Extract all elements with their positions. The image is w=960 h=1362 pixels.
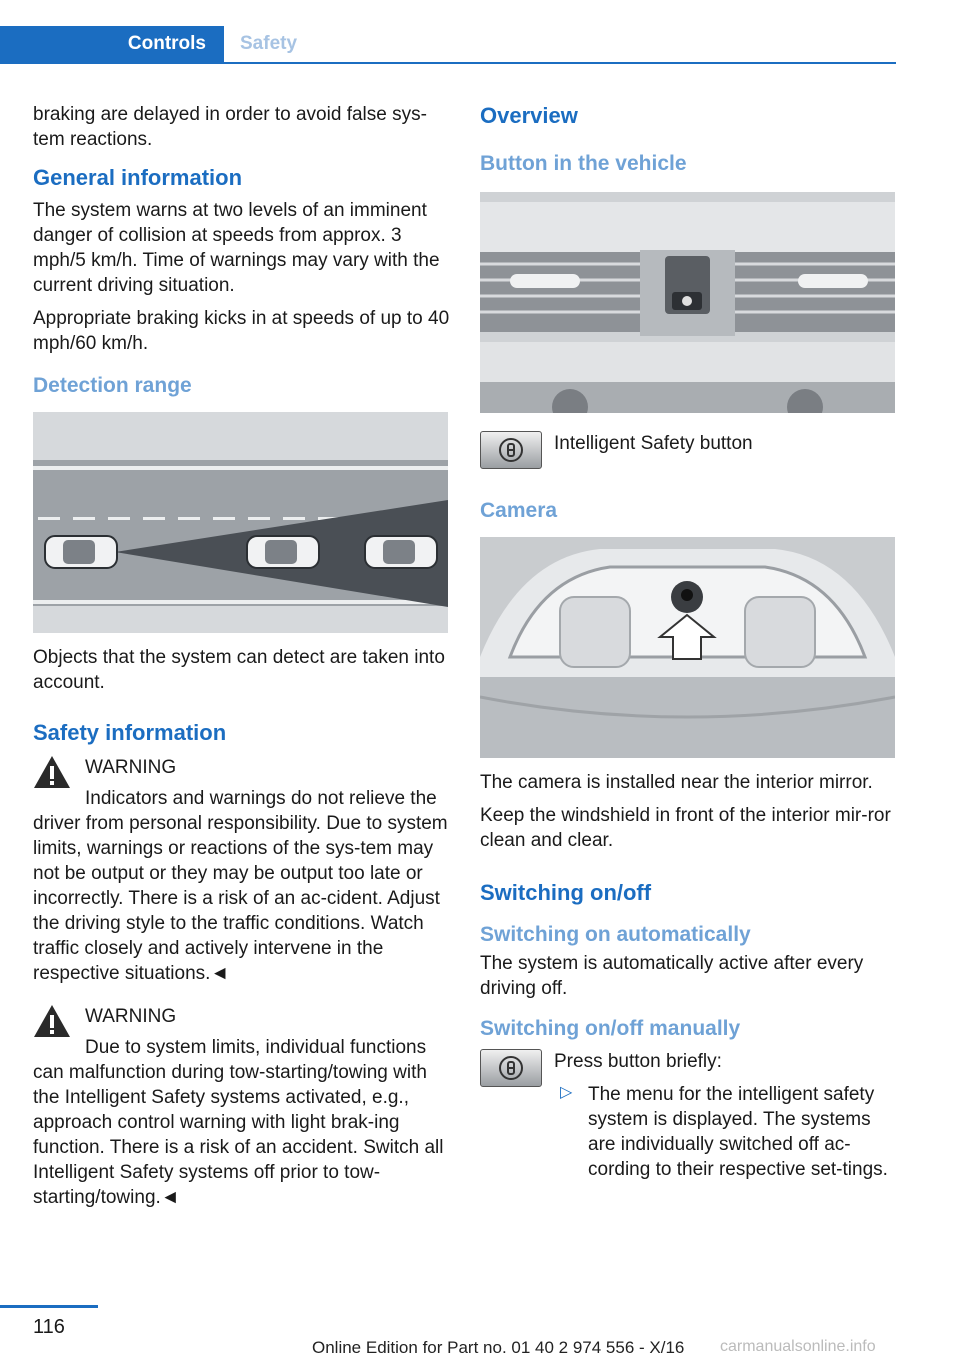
camera-paragraph-1: The camera is installed near the interior mirror. [480, 772, 873, 793]
auto-text: The system is automatically active after every driving off. [480, 953, 864, 999]
watermark-text: carmanualsonline.info [720, 1338, 876, 1355]
manual-text: Press button briefly: [554, 1051, 722, 1072]
general-paragraph-1: The system warns at two levels of an imminent danger of collision at speeds from approx. 3 mph/5 km/h. Time of warnings may vary with the current driving situation. [33, 200, 440, 296]
camera-heading: Camera [480, 499, 558, 522]
intelligent-safety-button-icon[interactable] [480, 431, 542, 469]
button-heading: Button in the vehicle [480, 152, 687, 175]
detection-range-illustration [33, 412, 448, 633]
warning-icon [33, 755, 71, 789]
dashboard-button-photo [480, 192, 895, 413]
warning-2-label: WARNING [85, 1006, 177, 1027]
warning-1-text: Indicators and warnings do not relieve the driver from personal responsibility. Due to system limits, warnings or reactions of the sys-tem may not be output or they may be output too late or incorrectly. There is a risk of an ac-cident. Adjust the driving style to the traffic conditions. Watch traffic closely and actively intervene in the respective situations.◄ [33, 788, 448, 984]
camera-photo [480, 537, 895, 758]
warning-block-2 [33, 1004, 451, 1210]
left-column [33, 102, 451, 1218]
overview-heading: Overview [480, 103, 578, 128]
general-heading: General information [33, 165, 243, 190]
footer-accent-line [0, 1305, 98, 1308]
intelligent-safety-button-icon[interactable] [480, 1049, 542, 1087]
detection-caption: Objects that the system can detect are taken into account. [33, 647, 445, 693]
intelligent-safety-button-row [480, 431, 898, 471]
camera-paragraph-2: Keep the windshield in front of the interior mir-ror clean and clear. [480, 805, 891, 851]
detection-heading: Detection range [33, 374, 192, 397]
bullet-item [554, 1082, 898, 1182]
manual-button-row [480, 1049, 898, 1182]
warning-2-text: Due to system limits, individual functions can malfunction during tow-starting/towing with the Intelligent Safety systems activated, e.g., approach control warning with light brak-ing function. There is a risk of an accident. Switch all Intelligent Safety systems off prior to tow-starting/towing.◄ [33, 1037, 444, 1208]
switching-heading: Switching on/off [480, 880, 652, 905]
warning-1-label: WARNING [85, 757, 177, 778]
general-paragraph-2: Appropriate braking kicks in at speeds of up to 40 mph/60 km/h. [33, 308, 450, 354]
warning-block-1 [33, 755, 451, 986]
manual-heading: Switching on/off manually [480, 1017, 741, 1040]
header-tabs [0, 26, 896, 64]
tab-controls[interactable]: Controls [0, 26, 224, 62]
right-column [480, 102, 898, 1192]
intelligent-safety-button-label: Intelligent Safety button [554, 433, 753, 454]
triangle-bullet-icon: ▷ [560, 1084, 573, 1101]
edition-text: Online Edition for Part no. 01 40 2 974 556 - X/16 [312, 1338, 685, 1357]
page-number: 116 [33, 1316, 65, 1338]
car-own [45, 536, 117, 568]
intro-text: braking are delayed in order to avoid false sys- tem reactions. [33, 104, 427, 150]
car-front [365, 536, 437, 568]
auto-heading: Switching on automatically [480, 923, 751, 946]
bullet-text: The menu for the intelligent safety system is displayed. The systems are individually switched off ac-cording to their respective set-tings. [588, 1084, 888, 1180]
safety-heading: Safety information [33, 720, 227, 745]
car-middle [247, 536, 319, 568]
tab-safety[interactable]: Safety [240, 33, 298, 54]
warning-icon [33, 1004, 71, 1038]
